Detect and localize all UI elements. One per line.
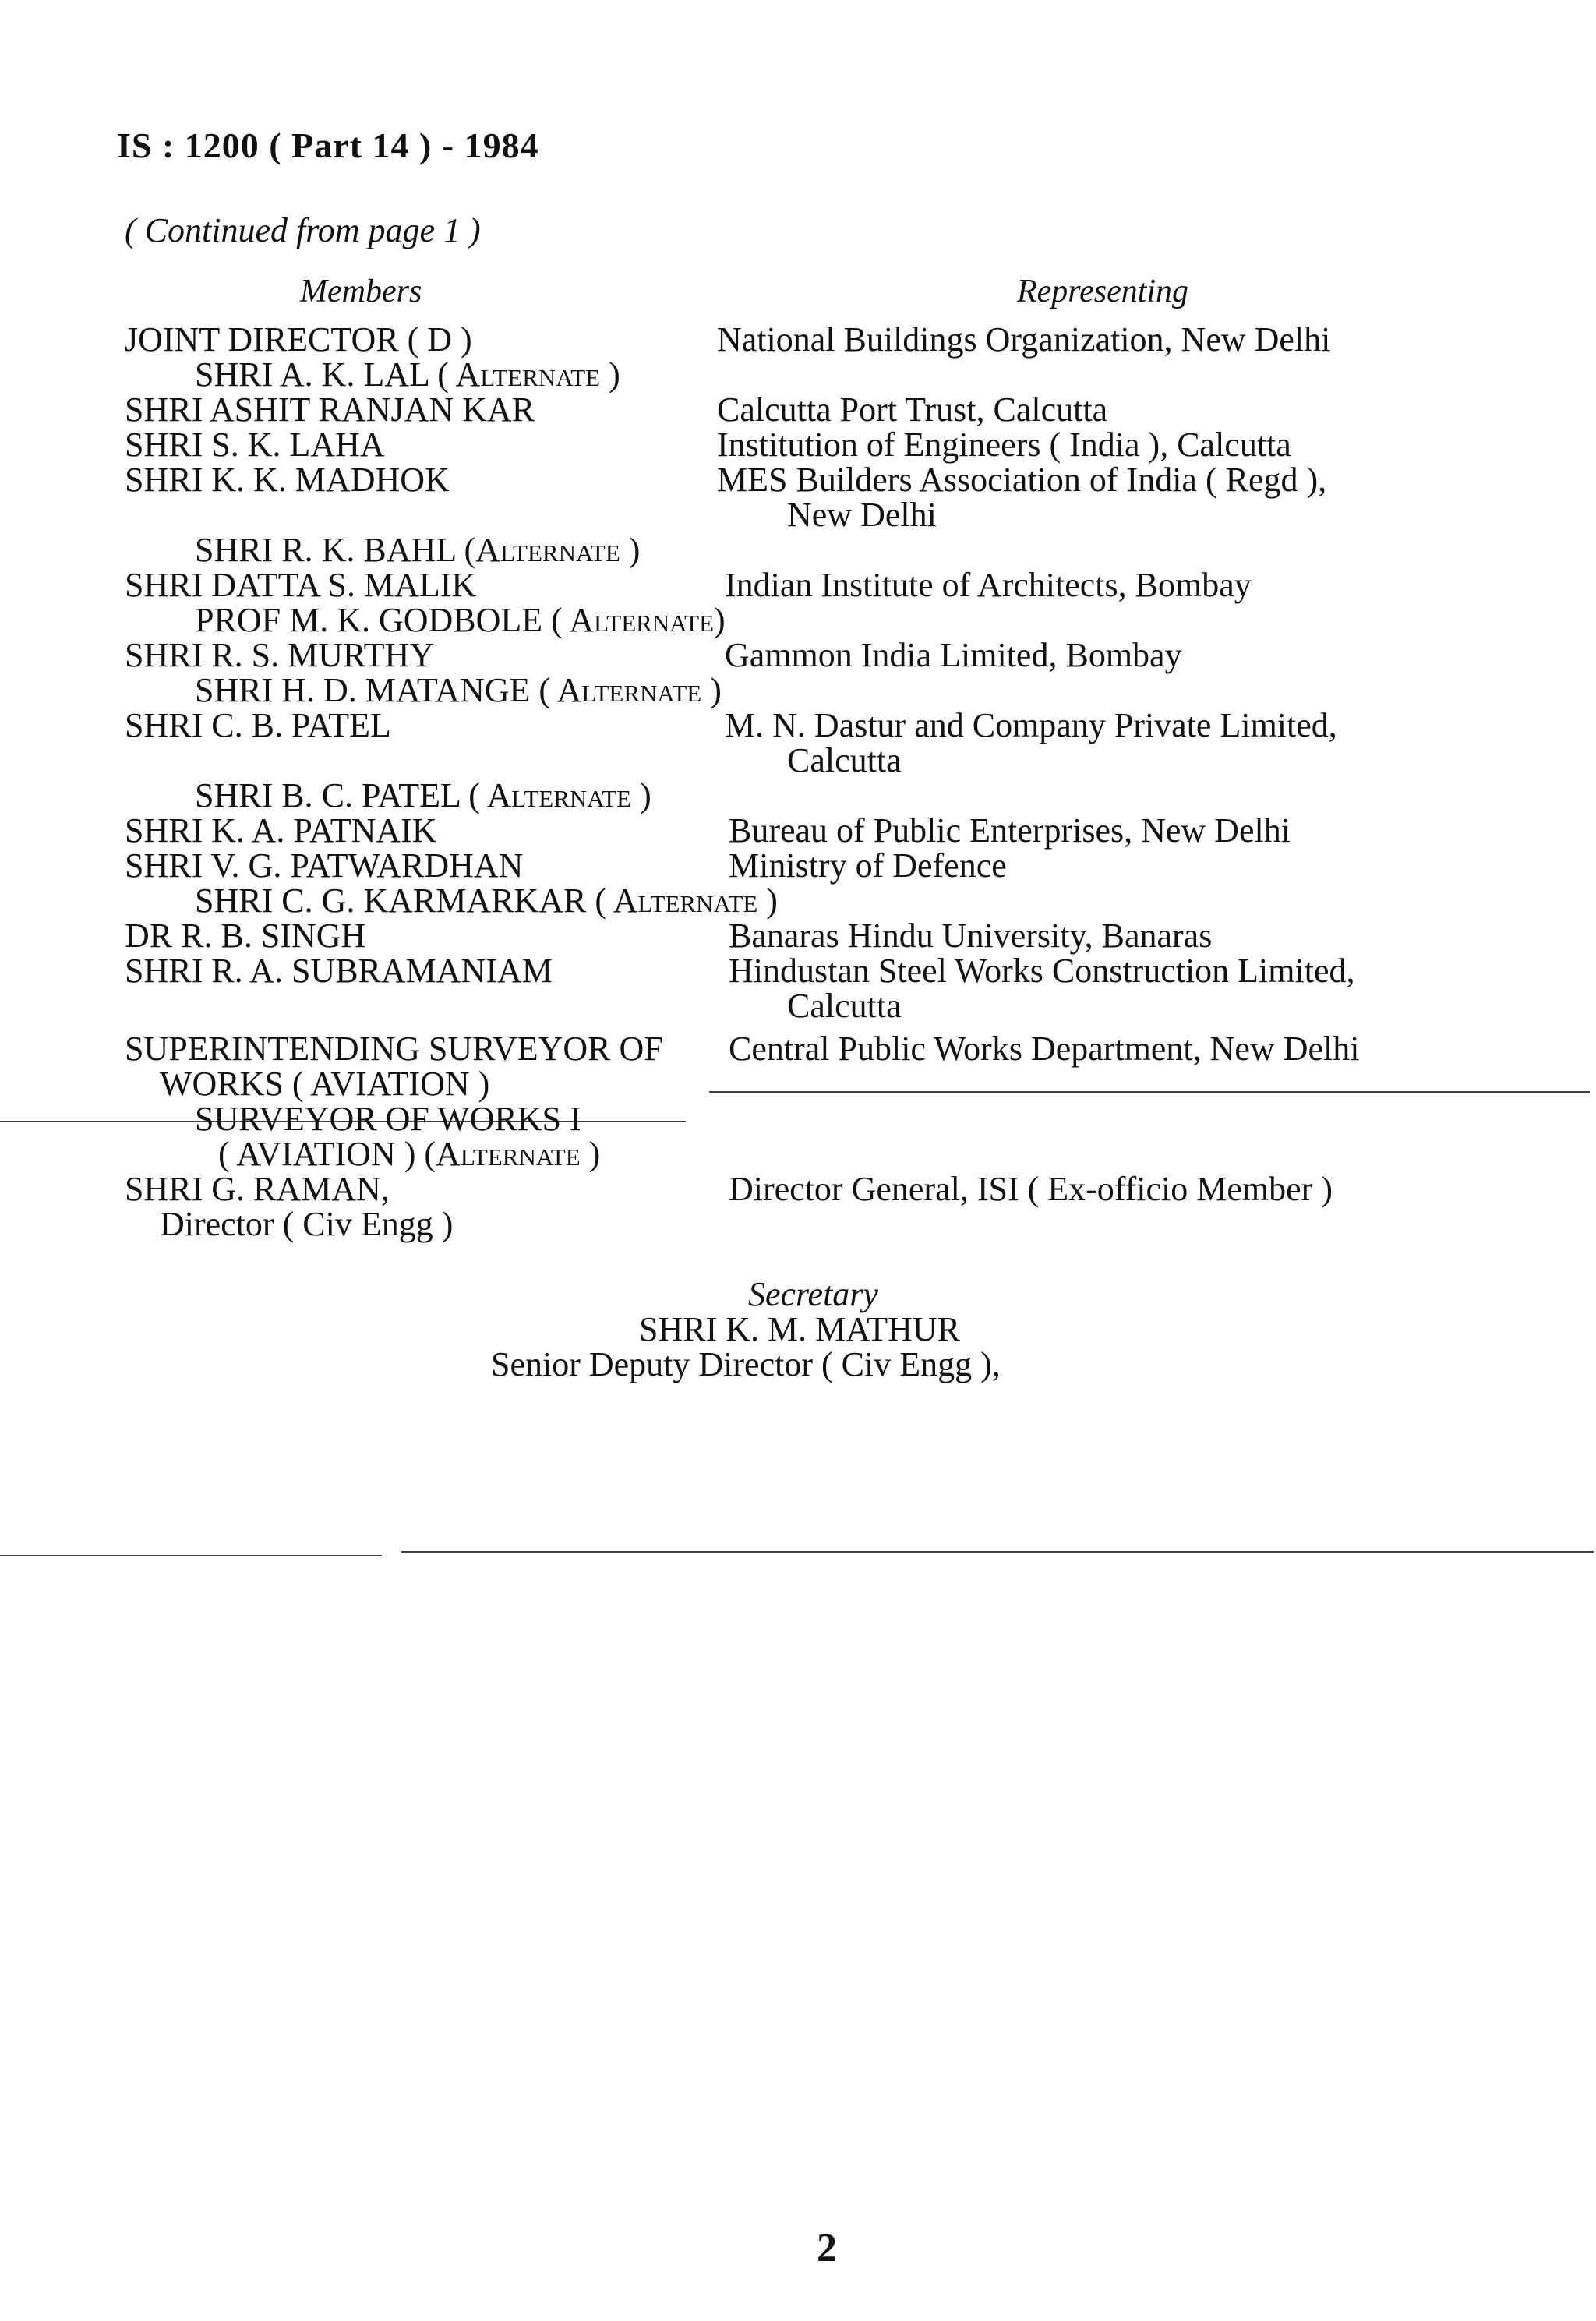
representing-org: Calcutta [787, 987, 902, 1025]
member-name: WORKS ( AVIATION ) [160, 1065, 490, 1103]
member-name: SHRI A. K. LAL ( Alternate ) [195, 355, 620, 394]
member-name: SHRI DATTA S. MALIK [125, 566, 477, 604]
representing-org: New Delhi [787, 496, 937, 534]
member-name: SHRI R. A. SUBRAMANIAM [125, 952, 553, 990]
member-name: SHRI V. G. PATWARDHAN [125, 846, 524, 885]
standard-id: IS : 1200 ( Part 14 ) - 1984 [117, 125, 539, 165]
member-name: SHRI G. RAMAN, [125, 1170, 390, 1208]
member-name: SURVEYOR OF WORKS I [195, 1100, 581, 1138]
member-name: Director ( Civ Engg ) [160, 1205, 454, 1243]
members-header: Members [300, 274, 422, 309]
member-name: SHRI B. C. PATEL ( Alternate ) [195, 776, 651, 814]
page-number: 2 [817, 2226, 837, 2270]
member-name: PROF M. K. GODBOLE ( Alternate) [195, 601, 726, 639]
horizontal-rule [709, 1091, 1590, 1093]
representing-org: Hindustan Steel Works Construction Limited, [729, 952, 1355, 990]
member-name: SHRI R. K. BAHL (Alternate ) [195, 531, 641, 569]
member-name: SUPERINTENDING SURVEYOR OF [125, 1030, 663, 1068]
member-name: SHRI K. K. MADHOK [125, 461, 450, 499]
representing-org: Calcutta [787, 741, 902, 779]
member-name: DR R. B. SINGH [125, 917, 366, 955]
member-name: JOINT DIRECTOR ( D ) [125, 320, 472, 359]
secretary-name: SHRI K. M. MATHUR [639, 1310, 960, 1348]
member-name: SHRI S. K. LAHA [125, 426, 385, 464]
representing-org: Gammon India Limited, Bombay [725, 636, 1182, 674]
member-name: SHRI C. B. PATEL [125, 706, 391, 744]
representing-org: Institution of Engineers ( India ), Calcutta [717, 426, 1291, 464]
representing-org: Indian Institute of Architects, Bombay [725, 566, 1252, 604]
representing-header: Representing [1017, 274, 1189, 309]
member-name: SHRI K. A. PATNAIK [125, 811, 437, 850]
representing-org: Bureau of Public Enterprises, New Delhi [729, 811, 1291, 850]
representing-org: National Buildings Organization, New Delhi [717, 320, 1331, 359]
member-name: SHRI C. G. KARMARKAR ( Alternate ) [195, 881, 778, 920]
member-name: ( AVIATION ) (Alternate ) [218, 1135, 601, 1173]
member-name: SHRI H. D. MATANGE ( Alternate ) [195, 671, 722, 709]
horizontal-rule [0, 1555, 382, 1556]
representing-org: Director General, ISI ( Ex-officio Member ) [729, 1170, 1333, 1208]
representing-org: Central Public Works Department, New Delhi [729, 1030, 1360, 1068]
representing-org: Banaras Hindu University, Banaras [729, 917, 1213, 955]
representing-org: Calcutta Port Trust, Calcutta [717, 390, 1108, 429]
representing-org: Ministry of Defence [729, 846, 1007, 885]
member-name: SHRI R. S. MURTHY [125, 636, 435, 674]
secretary-heading: Secretary [748, 1275, 878, 1313]
representing-org: MES Builders Association of India ( Regd ), [717, 461, 1327, 499]
horizontal-rule [401, 1551, 1594, 1553]
continued-note: ( Continued from page 1 ) [125, 211, 481, 249]
secretary-title: Senior Deputy Director ( Civ Engg ), [491, 1345, 1001, 1383]
representing-org: M. N. Dastur and Company Private Limited, [725, 706, 1337, 744]
member-name: SHRI ASHIT RANJAN KAR [125, 390, 535, 429]
